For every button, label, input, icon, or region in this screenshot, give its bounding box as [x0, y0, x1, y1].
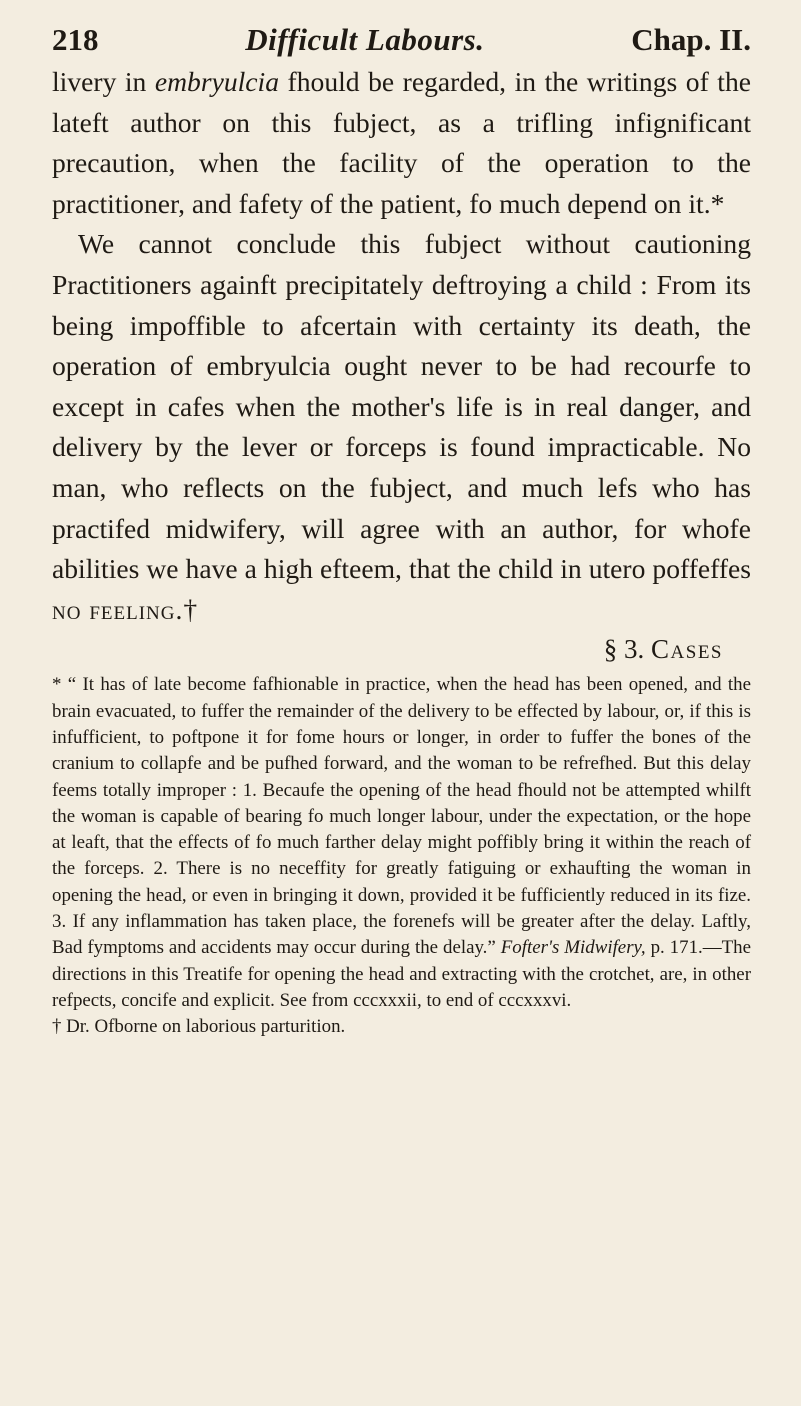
paragraph-2-main: We cannot conclude this fubject without cautioning Practitioners againft precipitately deftroying a child : From its being impoffible to afcertain with certainty its death, the operation of embryulcia ought never to be had recourfe to except in cafes when the mother's life is in real danger, and delivery by the lever or forceps is found impracticable. No man, who reflects on the fubject, and much lefs who has practifed midwifery, will agree with an author, for whofe abilities we have a high efteem, that the child in utero poffeffes	[52, 228, 751, 585]
footnote-1	[52, 672, 751, 1014]
footnote-1-tail: p. 171.—The directions in this Treatife for opening the head and extracting with the crotchet, are, in other refpects, concife and explicit. See from cccxxxii, to end of cccxxxvi.	[52, 937, 751, 1011]
footnotes	[52, 672, 751, 1040]
paragraph-2	[52, 224, 751, 630]
footnote-2: † Dr. Ofborne on laborious parturition.	[52, 1016, 346, 1038]
paragraph-1-rest: fhould be regarded, in the writings of the lateft author on this fubject, as a trifling infignificant precaution, when the facility of the operation to the practitioner, and fafety of the patient, fo much depend on it.*	[52, 66, 751, 219]
section-label: Cases	[651, 634, 723, 665]
running-head	[52, 18, 751, 62]
paragraph-1-emphasis: embryulcia	[154, 66, 280, 97]
paragraph-1-lead: livery in	[52, 66, 155, 97]
chapter-label: Chap. II.	[631, 22, 751, 57]
section-mark: § 3.	[603, 634, 645, 665]
section-heading	[52, 630, 751, 668]
paragraph-1	[52, 62, 751, 224]
footnote-1-source: Fofter's Midwifery,	[500, 937, 646, 959]
main-text	[52, 62, 751, 630]
footnote-1-text: * “ It has of late become fafhionable in practice, when the head has been opened, and the brain evacuated, to fuffer the remainder of the delivery to be effected by labour, or, if this is infufficient, to poftpone it for fome hours or longer, in order to fuffer the bones of the cranium to collapfe and be pufhed forward, and the woman to be refrefhed. But this delay feems totally improper : 1. Becaufe the opening of the head fhould not be attempted whilft the woman is capable of bearing fo much longer labour, under the expectation, or the hope at leaft, that the effects of fo much farther delay might poffibly bring it within the reach of the forceps. 2. There is no neceffity for greatly fatiguing or exhaufting the woman in opening the head, or even in bringing it down, provided it be fufficiently reduced in its fize. 3. If any inflammation has taken place, the forenefs will be greater after the delay. Laftly, Bad fymptoms and accidents may occur during the delay.”	[52, 674, 751, 959]
paragraph-2-small-caps: no feeling.	[52, 593, 184, 625]
page-number: 218	[52, 22, 99, 57]
footnote-mark-dagger: †	[183, 593, 198, 625]
running-title: Difficult Labours.	[245, 22, 485, 57]
